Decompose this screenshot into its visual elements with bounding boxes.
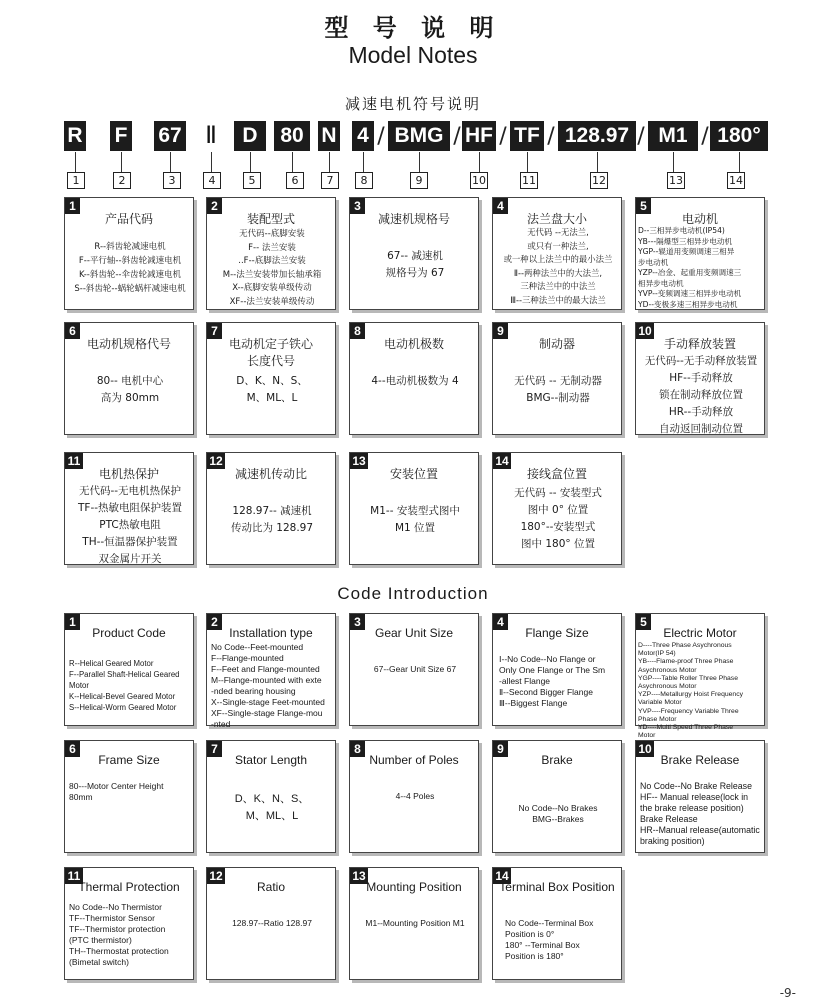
card-body xyxy=(638,642,762,740)
card-line: F--平行轴--斜齿轮减速电机 xyxy=(78,256,182,266)
card-line: the brake release position) xyxy=(640,803,744,813)
card-line: Phase Motor xyxy=(638,715,677,723)
card-number-badge: 4 xyxy=(493,198,508,214)
card-line: S--Helical-Worm Geared Motor xyxy=(69,703,177,712)
card-body xyxy=(69,781,191,803)
card-line: TH--Thermostat protection xyxy=(69,946,169,956)
card-line: YD----Multi Speed Three Phase xyxy=(638,724,734,732)
code-block: D xyxy=(234,121,266,151)
connector-tick xyxy=(479,152,480,172)
page-number: -9- xyxy=(779,986,796,1000)
en-card-8 xyxy=(349,740,479,853)
position-number-box: 13 xyxy=(669,174,683,187)
card-line: K--Helical-Bevel Geared Motor xyxy=(69,692,176,701)
card-title: Ratio xyxy=(256,880,285,894)
card-body xyxy=(69,240,191,296)
card-line: No Code--Feet-mounted xyxy=(211,642,304,652)
page-title-en: Model Notes xyxy=(348,42,478,68)
position-number-box: 4 xyxy=(203,172,221,189)
card-number-badge: 8 xyxy=(350,741,365,757)
code-block: BMG xyxy=(388,121,450,151)
card-number-badge: 14 xyxy=(493,453,511,469)
card-number-badge: 13 xyxy=(350,868,368,884)
card-title: 制动器 xyxy=(538,337,575,351)
card-line: 图中 0° 位置 xyxy=(527,504,589,516)
code-block: 80 xyxy=(274,121,310,151)
card-line: D--三相异步电动机(IP54) xyxy=(638,226,725,235)
code-separator: / xyxy=(499,124,507,149)
card-body xyxy=(69,483,191,568)
card-line: D、K、N、S、 xyxy=(236,375,308,387)
card-body xyxy=(211,503,333,537)
card-title: 手动释放装置 xyxy=(663,337,736,351)
card-line: Asychronous Motor xyxy=(638,666,697,674)
en-card-6 xyxy=(64,740,194,853)
card-line: 图中 180° 位置 xyxy=(521,538,595,550)
position-number-box: 14 xyxy=(729,174,743,187)
card-number-badge: 12 xyxy=(207,868,225,884)
en-card-12 xyxy=(206,867,336,980)
cn-card-13 xyxy=(349,452,479,565)
connector-tick xyxy=(329,152,330,172)
cn-card-11 xyxy=(64,452,194,565)
card-body xyxy=(354,918,476,929)
card-title: Product Code xyxy=(92,626,166,640)
card-body xyxy=(69,902,191,968)
en-card-4 xyxy=(492,613,622,726)
card-line: YD--变极多速三相异步电动机 xyxy=(638,299,738,309)
connector-tick xyxy=(419,152,420,172)
card-line: F--Feet and Flange-mounted xyxy=(211,664,320,674)
connector-tick xyxy=(211,152,212,172)
card-line: 80---Motor Center Height xyxy=(69,781,164,791)
card-title: 电机热保护 xyxy=(98,467,159,481)
card-line: HF-- Manual release(lock in xyxy=(640,792,749,802)
en-card-7 xyxy=(206,740,336,853)
card-title: 装配型式 xyxy=(246,212,295,226)
card-number-badge: 1 xyxy=(65,198,80,214)
card-line: R--斜齿轮减速电机 xyxy=(94,242,166,252)
card-line: R--Helical Geared Motor xyxy=(69,659,154,668)
card-number-badge: 10 xyxy=(636,741,654,757)
en-card-9 xyxy=(492,740,622,853)
card-line: 4--4 Poles xyxy=(395,791,435,801)
cn-card-5 xyxy=(635,197,765,310)
card-line: Ⅰ--No Code--No Flange or xyxy=(499,654,596,664)
card-title-line2: 长度代号 xyxy=(246,354,295,368)
card-line: 无代码 -- 无制动器 xyxy=(514,375,602,387)
card-line: 无代码 -- 安装型式 xyxy=(514,487,602,499)
card-line: Motor xyxy=(638,732,656,740)
card-line: 128.97-- 减速机 xyxy=(232,505,312,517)
card-line: Only One Flange or The Sm xyxy=(499,665,606,675)
card-line: YGP--辊道用变频调速三相异 xyxy=(638,247,735,256)
card-line: M、ML、L xyxy=(245,810,299,822)
card-title: 电动机规格代号 xyxy=(86,337,171,351)
card-line: 相异步电动机 xyxy=(638,278,684,288)
card-number-badge: 7 xyxy=(207,323,222,339)
code-block: HF xyxy=(462,121,496,151)
position-number-box: 9 xyxy=(410,172,428,189)
card-line: braking position) xyxy=(640,836,705,846)
connector-tick xyxy=(363,152,364,172)
card-number-badge: 2 xyxy=(207,614,222,630)
card-line: X--底脚安装单级传动 xyxy=(232,283,312,293)
card-line: Position is 0° xyxy=(505,929,555,939)
card-body xyxy=(640,781,762,847)
code-separator: / xyxy=(701,124,709,149)
code-block: 128.97 xyxy=(558,121,636,151)
card-line: 128.97--Ratio 128.97 xyxy=(232,918,312,928)
card-body xyxy=(640,353,762,438)
card-line: PTC热敏电阻 xyxy=(99,519,161,531)
connector-tick xyxy=(292,152,293,172)
card-body xyxy=(211,918,333,929)
card-body xyxy=(211,228,333,309)
card-number-badge: 10 xyxy=(636,323,654,339)
card-line: No Code--No Brake Release xyxy=(640,781,752,791)
position-number-box: 12 xyxy=(592,174,606,187)
card-line: 无代码--底脚安装 xyxy=(239,229,305,239)
card-line: M、ML、L xyxy=(246,392,298,404)
card-line: YZP----Metallurgy Hoist Frequency xyxy=(638,691,743,699)
card-line: 双金属片开关 xyxy=(98,553,162,565)
card-line: HF--手动释放 xyxy=(669,372,733,384)
en-card-5 xyxy=(635,613,765,740)
position-number-box: 7 xyxy=(321,172,339,189)
card-line: 或只有一种法兰, xyxy=(527,240,589,251)
card-body xyxy=(497,226,619,307)
card-line: YB----Flame-proof Three Phase xyxy=(638,658,734,666)
cn-card-8 xyxy=(349,322,479,435)
card-title: 安装位置 xyxy=(389,467,438,481)
card-line: D----Three Phase Asychronous xyxy=(638,642,732,649)
code-block: 180° xyxy=(710,121,768,151)
code-block: R xyxy=(64,121,86,151)
card-title: Brake Release xyxy=(660,753,740,767)
card-number-badge: 9 xyxy=(493,323,508,339)
code-separator: / xyxy=(547,124,555,149)
card-line: XF--Single-stage Flange-mou xyxy=(211,708,323,718)
code-block: Ⅱ xyxy=(200,121,222,151)
card-line: 传动比为 128.97 xyxy=(230,522,314,534)
card-line: Ⅲ--Biggest Flange xyxy=(499,698,568,708)
card-line: YVP--变频调速三相异步电动机 xyxy=(638,289,742,298)
cn-card-3 xyxy=(349,197,479,310)
card-line: 高为 80mm xyxy=(100,392,160,404)
card-line: M--Flange-mounted with exte xyxy=(211,675,322,685)
card-body xyxy=(505,918,619,962)
en-card-11 xyxy=(64,867,194,980)
card-line: (PTC thermistor) xyxy=(69,935,132,945)
card-line: -nded bearing housing xyxy=(211,686,296,696)
page-title-cn: 型 号 说 明 xyxy=(324,14,502,42)
card-line: YB---隔爆型三相异步电动机 xyxy=(638,236,733,246)
card-number-badge: 14 xyxy=(493,868,511,884)
card-number-badge: 12 xyxy=(207,453,225,469)
card-line: M1-- 安装型式图中 xyxy=(370,505,460,517)
card-body xyxy=(497,803,619,825)
card-line: No Code--No Brakes xyxy=(518,803,598,813)
card-line: 规格号为 67 xyxy=(385,267,445,279)
card-title: Flange Size xyxy=(525,626,589,640)
card-number-badge: 11 xyxy=(65,453,83,469)
position-number-box: 11 xyxy=(522,174,536,187)
card-line: D、K、N、S、 xyxy=(234,793,310,805)
card-line: Variable Motor xyxy=(638,699,682,707)
card-title: Gear Unit Size xyxy=(374,626,454,640)
code-separator: / xyxy=(453,124,461,149)
code-intro-title: Code Introduction xyxy=(337,584,489,603)
connector-tick xyxy=(739,152,740,172)
card-line: -allest Flange xyxy=(499,676,551,686)
card-line: 无代码--无手动释放装置 xyxy=(644,355,758,367)
en-card-2 xyxy=(206,613,336,729)
card-line: No Code--No Thermistor xyxy=(69,902,162,912)
card-line: 80-- 电机中心 xyxy=(96,375,164,387)
card-line: Brake Release xyxy=(640,814,698,824)
card-title: Electric Motor xyxy=(663,626,737,640)
card-title: Number of Poles xyxy=(369,753,459,767)
card-line: BMG--制动器 xyxy=(526,392,590,404)
code-separator: / xyxy=(637,124,645,149)
card-line: HR--手动释放 xyxy=(668,406,734,418)
card-body xyxy=(354,503,476,537)
card-line: F-- 法兰安装 xyxy=(248,242,296,253)
card-title: 电动机极数 xyxy=(383,337,444,351)
card-body xyxy=(354,664,476,675)
card-line: (Bimetal switch) xyxy=(69,957,129,967)
card-line: XF--法兰安装单级传动 xyxy=(229,296,315,307)
card-body xyxy=(497,485,619,553)
card-line: ..F--底脚法兰安装 xyxy=(238,256,306,266)
card-line: Asychronous Motor xyxy=(638,683,697,691)
card-number-badge: 3 xyxy=(350,198,365,214)
card-number-badge: 11 xyxy=(65,868,83,884)
card-line: 80mm xyxy=(69,792,93,802)
card-title: Mounting Position xyxy=(366,880,462,894)
code-block: 4 xyxy=(352,121,374,151)
card-line: Position is 180° xyxy=(505,951,564,961)
position-number-box: 6 xyxy=(286,172,304,189)
card-line: 180°--安装型式 xyxy=(520,521,596,533)
card-line: TF--Thermistor Sensor xyxy=(69,913,155,923)
en-card-13 xyxy=(349,867,479,980)
card-number-badge: 6 xyxy=(65,323,80,339)
card-number-badge: 13 xyxy=(350,453,368,469)
card-line: 180° --Terminal Box xyxy=(505,940,580,950)
card-title: Frame Size xyxy=(98,753,160,767)
card-line: TF--Thermistor protection xyxy=(69,924,166,934)
cn-card-4 xyxy=(492,197,622,310)
connector-tick xyxy=(673,152,674,172)
card-number-badge: 2 xyxy=(207,198,222,214)
position-number-box: 2 xyxy=(113,172,131,189)
card-number-badge: 8 xyxy=(350,323,365,339)
en-card-1 xyxy=(64,613,194,726)
code-block: N xyxy=(318,121,340,151)
card-line: 67-- 减速机 xyxy=(387,250,443,262)
symbol-subtitle: 减速电机符号说明 xyxy=(344,95,481,113)
card-line: 自动返回制动位置 xyxy=(659,423,743,435)
cn-card-1 xyxy=(64,197,194,310)
connector-tick xyxy=(121,152,122,172)
card-title: Installation type xyxy=(229,626,313,640)
card-line: S--斜齿轮--蜗轮蜗杆减速电机 xyxy=(74,284,186,294)
position-number-box: 8 xyxy=(355,172,373,189)
card-line: 锁在制动释放位置 xyxy=(659,389,743,401)
cn-card-7 xyxy=(206,322,336,435)
card-body xyxy=(354,373,476,390)
card-body xyxy=(69,373,191,407)
card-body xyxy=(354,248,476,282)
card-number-badge: 9 xyxy=(493,741,508,757)
card-line: X--Single-stage Feet-mounted xyxy=(211,697,325,707)
cn-card-2 xyxy=(206,197,336,310)
card-number-badge: 3 xyxy=(350,614,365,630)
card-title: 接线盒位置 xyxy=(526,467,587,481)
card-line: TH--恒温器保护装置 xyxy=(82,536,178,548)
card-body xyxy=(211,373,333,407)
card-body xyxy=(211,642,333,730)
code-block: TF xyxy=(510,121,544,151)
card-line: Ⅱ--Second Bigger Flange xyxy=(499,687,593,697)
card-number-badge: 4 xyxy=(493,614,508,630)
card-line: 步电动机 xyxy=(638,257,669,267)
card-body xyxy=(497,373,619,407)
position-number-box: 3 xyxy=(163,172,181,189)
cn-card-9 xyxy=(492,322,622,435)
position-number-box: 1 xyxy=(67,172,85,189)
card-title: Stator Length xyxy=(234,753,308,767)
card-line: YZP--冶金、起重用变频调速三 xyxy=(638,268,742,277)
card-line: 或一种以上法兰中的最小法兰 xyxy=(503,254,613,264)
card-line: Ⅱ--两种法兰中的大法兰, xyxy=(513,267,603,278)
connector-tick xyxy=(170,152,171,172)
card-line: BMG--Brakes xyxy=(532,814,584,824)
position-number-box: 10 xyxy=(472,174,486,187)
code-block: M1 xyxy=(648,121,698,151)
card-title: Brake xyxy=(541,753,573,767)
cn-card-6 xyxy=(64,322,194,435)
card-line: -nted xyxy=(211,719,231,729)
card-title: 产品代码 xyxy=(104,212,153,226)
card-body xyxy=(354,791,476,802)
card-line: YGP----Table Roller Three Phase xyxy=(638,674,738,682)
card-line: 无代码 --无法兰, xyxy=(527,227,589,237)
card-title: 电动机定子铁心 xyxy=(228,337,313,351)
card-line: 无代码--无电机热保护 xyxy=(78,485,182,497)
card-line: Motor(IP 54) xyxy=(638,650,676,658)
card-line: M1--Mounting Position M1 xyxy=(365,918,465,928)
card-title: Terminal Box Position xyxy=(499,880,615,894)
card-title: 减速机传动比 xyxy=(234,467,307,481)
card-line: M1 位置 xyxy=(394,522,436,534)
card-line: HR--Manual release(automatic xyxy=(640,825,760,835)
card-line: Motor xyxy=(69,681,89,690)
en-card-14 xyxy=(492,867,622,980)
card-body xyxy=(638,226,762,310)
card-number-badge: 5 xyxy=(636,198,651,214)
card-number-badge: 6 xyxy=(65,741,80,757)
card-body xyxy=(211,791,333,825)
en-card-3 xyxy=(349,613,479,726)
card-number-badge: 1 xyxy=(65,614,80,630)
card-line: TF--热敏电阻保护装置 xyxy=(77,502,183,514)
card-body xyxy=(499,654,619,709)
code-block: F xyxy=(110,121,132,151)
cn-card-12 xyxy=(206,452,336,565)
card-title: 电动机 xyxy=(681,212,718,226)
card-title: 法兰盘大小 xyxy=(526,212,587,226)
card-line: 4--电动机极数为 4 xyxy=(371,375,459,387)
cn-card-14 xyxy=(492,452,622,565)
card-line: YVP----Frequency Variable Three xyxy=(638,707,739,715)
card-body xyxy=(69,658,191,713)
card-title: 减速机规格号 xyxy=(377,212,450,226)
card-title: Thermal Protection xyxy=(78,880,180,894)
card-number-badge: 7 xyxy=(207,741,222,757)
card-line: K--斜齿轮--伞齿轮减速电机 xyxy=(79,270,181,280)
card-line: 三种法兰中的中法兰 xyxy=(520,281,596,291)
cn-card-10 xyxy=(635,322,765,435)
connector-tick xyxy=(597,152,598,172)
code-separator: / xyxy=(377,124,385,149)
connector-tick xyxy=(75,152,76,172)
connector-tick xyxy=(250,152,251,172)
connector-tick xyxy=(527,152,528,172)
card-line: Ⅲ--三种法兰中的最大法兰 xyxy=(510,294,606,305)
card-line: F--Parallel Shaft-Helical Geared xyxy=(69,670,180,679)
card-line: No Code--Terminal Box xyxy=(505,918,594,928)
card-line: 67--Gear Unit Size 67 xyxy=(373,664,457,674)
card-line: F--Flange-mounted xyxy=(211,653,284,663)
card-line: M--法兰安装带加长轴承箱 xyxy=(222,269,322,280)
en-card-10 xyxy=(635,740,765,853)
card-number-badge: 5 xyxy=(636,614,651,630)
code-block: 67 xyxy=(154,121,186,151)
position-number-box: 5 xyxy=(243,172,261,189)
